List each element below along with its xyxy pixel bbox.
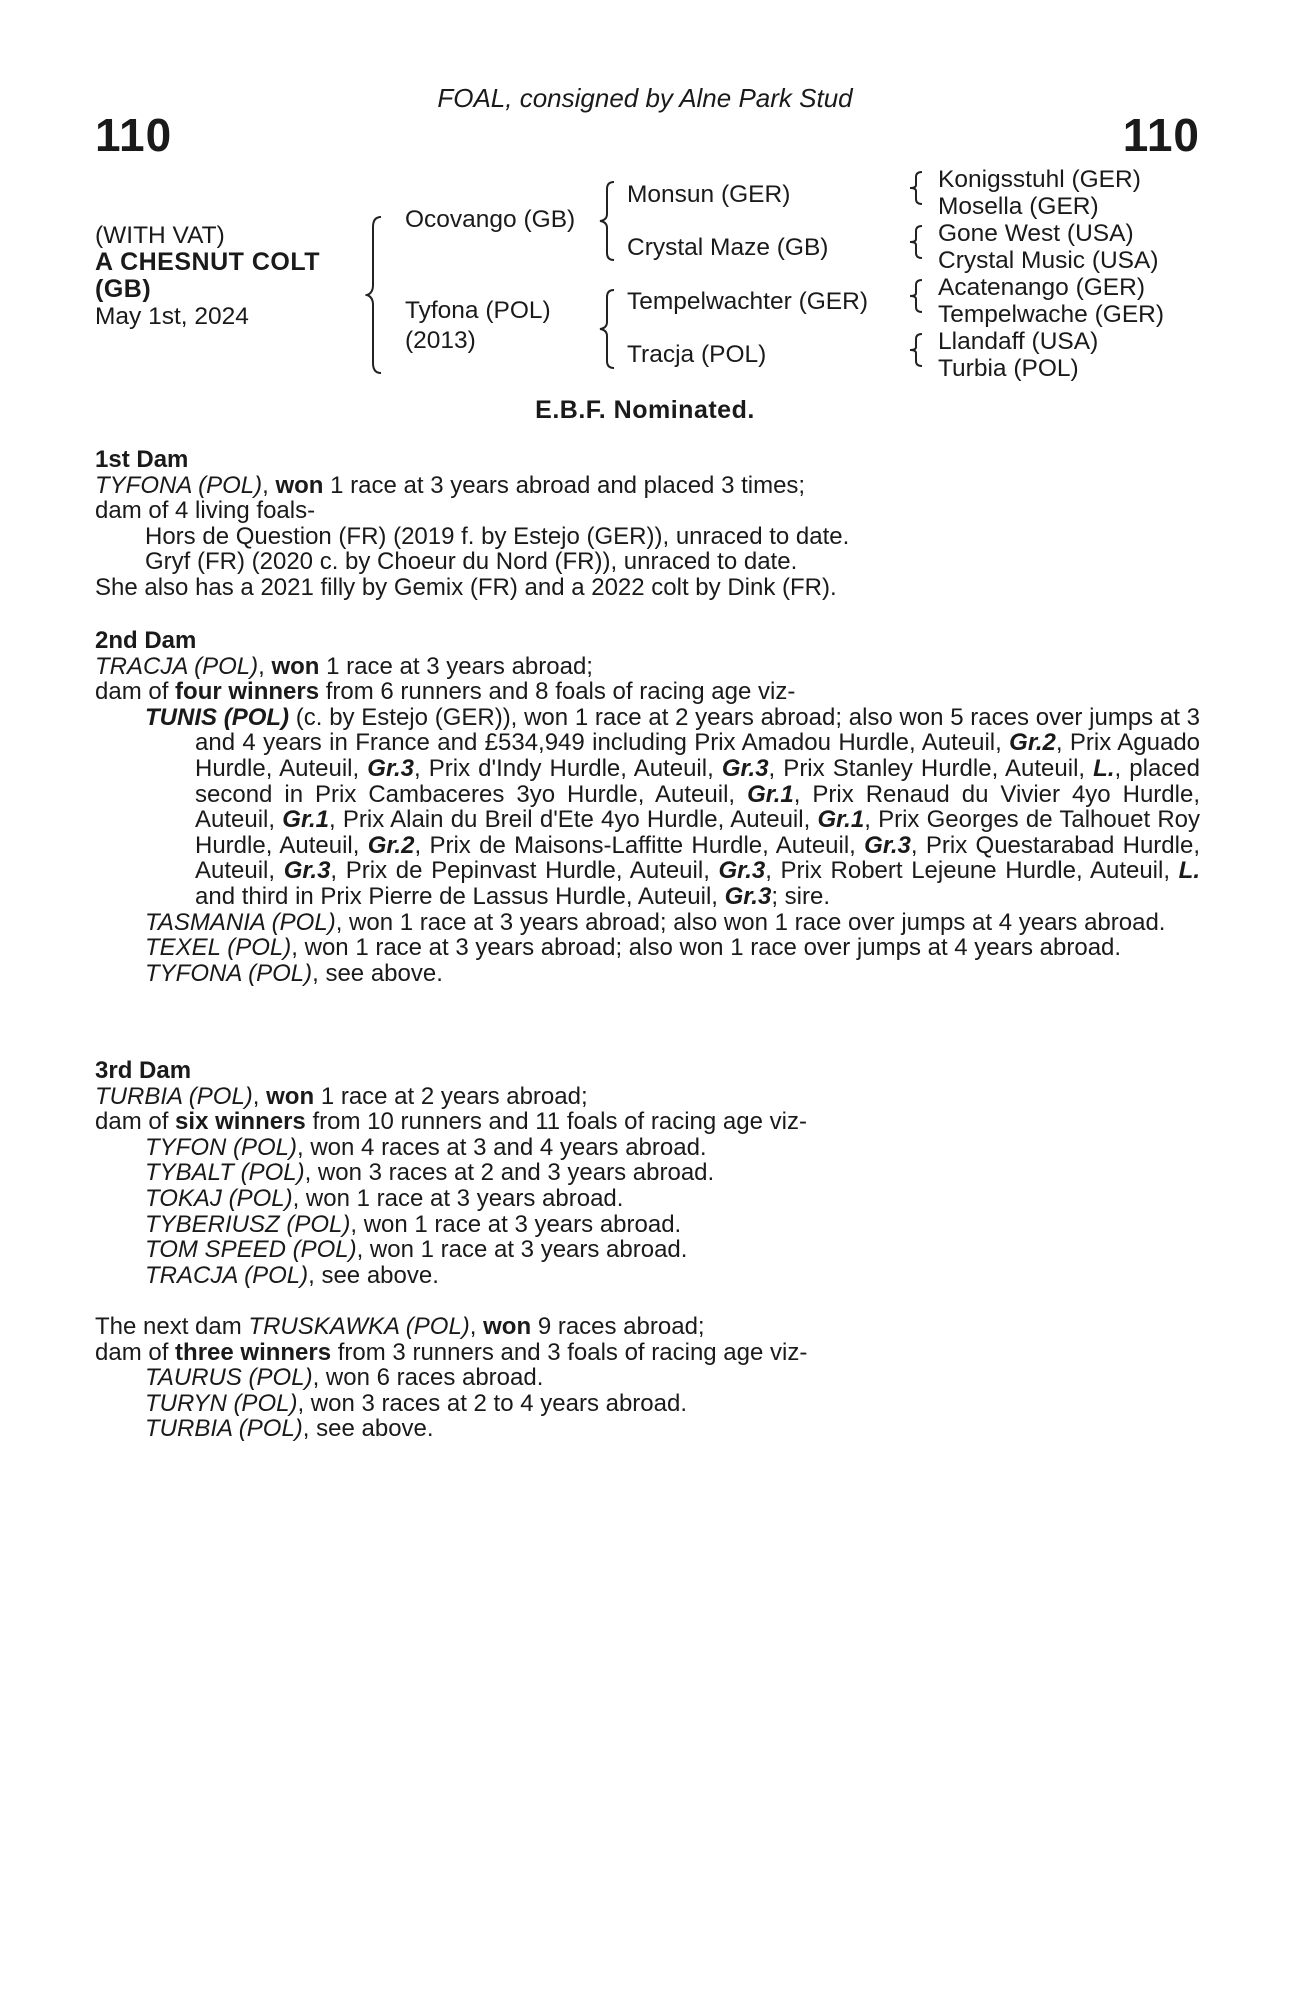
tunis-text: and third in Prix Pierre de Lassus Hurdle, Auteuil,: [195, 882, 718, 910]
progeny-entry: [95, 1416, 1200, 1442]
progeny-record: , won 4 races at 3 and 4 years abroad.: [297, 1133, 707, 1161]
progeny-entry: [95, 935, 1200, 961]
grade-badge: Gr.3: [283, 857, 331, 885]
first-dam-foal-2: Gryf (FR) (2020 c. by Choeur du Nord (FR)), unraced to date.: [145, 548, 798, 576]
tunis-text: , Prix Robert Lejeune Hurdle, Auteuil,: [765, 857, 1171, 885]
gen3-4: Crystal Music (USA): [938, 247, 1159, 274]
second-dam-foals-summary: from 6 runners and 8 foals of racing age viz-: [325, 678, 796, 706]
gen3-6: Tempelwache (GER): [938, 301, 1165, 328]
gen2-4: Tracja (POL): [627, 341, 767, 368]
tunis-text: , Prix d'Indy Hurdle, Auteuil,: [413, 754, 714, 782]
lot-number-right: 110: [1122, 109, 1200, 161]
second-dam-name: TRACJA (POL): [95, 652, 259, 680]
progeny-name: TASMANIA (POL): [145, 908, 336, 936]
next-dam-foals-summary: from 3 runners and 3 foals of racing age viz-: [337, 1338, 808, 1366]
tunis-text: , Prix Stanley Hurdle, Auteuil,: [768, 754, 1086, 782]
first-dam-note: She also has a 2021 filly by Gemix (FR) and a 2022 colt by Dink (FR).: [95, 573, 837, 601]
progeny-record: , see above.: [302, 1415, 434, 1443]
second-dam-won: won: [271, 652, 320, 680]
vat-label: (WITH VAT): [95, 222, 225, 249]
grade-badge: Gr.1: [747, 780, 794, 808]
gen2-1: Monsun (GER): [627, 181, 791, 208]
grade-badge: Gr.3: [864, 831, 911, 859]
tunis-text: ; sire.: [771, 882, 830, 910]
progeny-name: TOM SPEED (POL): [145, 1236, 357, 1264]
first-dam-name: TYFONA (POL): [95, 471, 263, 499]
tunis-text: , Prix Georges de Talhouet Roy Hurdle, Auteuil,: [195, 806, 1201, 859]
tunis-name: TUNIS (POL): [145, 703, 290, 731]
dam-name: Tyfona (POL): [405, 297, 551, 324]
lot-number-left: 110: [95, 109, 173, 161]
grade-badge: Gr.3: [724, 882, 772, 910]
horse-dob: May 1st, 2024: [95, 303, 249, 330]
first-dam-foal-1: Hors de Question (FR) (2019 f. by Estejo (GER)), unraced to date.: [145, 522, 850, 550]
second-dam-winners-count: four winners: [175, 678, 320, 706]
gen3-column: [938, 166, 1164, 382]
progeny-record: , won 3 races at 2 to 4 years abroad.: [297, 1389, 688, 1417]
next-dam-section: The next dam TRUSKAWKA (POL), won 9 races abroad; dam of three winners from 3 runners and 3 foals of racing age viz- TAURUS (POL), won 6 races abroad. TURYN (POL), won 3 races at 2 to 4 years abroad. TURBIA (POL), see above.: [95, 1314, 1200, 1442]
tunis-text: , Prix Questarabad Hurdle, Auteuil,: [195, 831, 1200, 885]
gen3-bracket-3: [908, 278, 926, 314]
gen3-bracket-4: [908, 332, 926, 368]
progeny-entry: [95, 1160, 1200, 1186]
gen2-3: Tempelwachter (GER): [627, 288, 868, 315]
consignment-line: FOAL, consigned by Alne Park Stud: [437, 83, 853, 113]
first-dam-heading: 1st Dam: [95, 446, 189, 473]
tunis-text: , Prix de Maisons-Laffitte Hurdle, Auteuil,: [414, 831, 856, 859]
ebf-nominated: E.B.F. Nominated.: [535, 396, 755, 424]
progeny-name: TYBALT (POL): [145, 1159, 305, 1187]
third-dam-dam-of: dam of: [95, 1108, 169, 1136]
progeny-record: , won 6 races abroad.: [312, 1364, 544, 1392]
gen3-1: Konigsstuhl (GER): [938, 166, 1141, 193]
progeny-name: TYFONA (POL): [145, 959, 313, 987]
progeny-name: TURBIA (POL): [145, 1415, 303, 1443]
second-dam-heading: 2nd Dam: [95, 627, 197, 654]
next-dam-won: won: [483, 1313, 532, 1340]
progeny-name: TURYN (POL): [145, 1389, 298, 1417]
sire-dam-bracket: [365, 215, 385, 375]
progeny-record: , won 3 races at 2 and 3 years abroad.: [304, 1159, 715, 1187]
third-dam-section: 3rd Dam TURBIA (POL), won 1 race at 2 years abroad; dam of six winners from 10 runners and 11 foals of racing age viz- TYFON (POL), won 4 races at 3 and 4 years abroad. TYBALT (POL), won 3 races at 2 and 3 years abroad. TOKAJ (POL), won 1 race at 3 years abroad. TYBERIUSZ (POL), won 1 race at 3 years abroad. TOM SPEED (POL), won 1 race at 3 years abroad. TRACJA (POL), see above.: [95, 1058, 1200, 1288]
next-dam-intro: The next dam: [95, 1313, 242, 1340]
progeny-entry: [95, 1391, 1200, 1417]
progeny-record: , won 1 race at 3 years abroad.: [350, 1210, 682, 1238]
progeny-record: , won 1 race at 3 years abroad; also won 1 race over jumps at 4 years abroad.: [335, 908, 1166, 936]
progeny-entry: [95, 961, 1200, 987]
gen3-bracket-1: [908, 170, 926, 206]
next-dam-winners-count: three winners: [175, 1338, 332, 1366]
third-dam-foals-summary: from 10 runners and 11 foals of racing age viz-: [312, 1108, 807, 1136]
progeny-name: TEXEL (POL): [145, 934, 292, 962]
second-dam-dam-of: dam of: [95, 678, 169, 706]
gen3-5: Acatenango (GER): [938, 274, 1145, 301]
gen3-3: Gone West (USA): [938, 220, 1134, 247]
grade-badge: Gr.3: [721, 754, 769, 782]
tunis-text: , Prix Alain du Breil d'Ete 4yo Hurdle, Auteuil,: [329, 806, 811, 834]
first-dam-dam-of: dam of 4 living foals-: [95, 497, 316, 525]
tunis-text: , Prix Renaud du Vivier 4yo Hurdle, Auteuil,: [195, 780, 1200, 834]
grade-badge: Gr.1: [817, 806, 865, 834]
dam-parents-bracket: [598, 288, 618, 370]
progeny-entry: [95, 1237, 1200, 1263]
progeny-name: TAURUS (POL): [145, 1364, 313, 1392]
grade-badge: Gr.2: [367, 831, 415, 859]
gen2-2: Crystal Maze (GB): [627, 234, 829, 261]
third-dam-winners-count: six winners: [175, 1108, 306, 1136]
tunis-text: , placed second in Prix Cambaceres 3yo Hurdle, Auteuil,: [195, 754, 1200, 808]
progeny-entry: [95, 1186, 1200, 1212]
first-dam-section: 1st Dam TYFONA (POL), won 1 race at 3 years abroad and placed 3 times; dam of 4 living foals- Hors de Question (FR) (2019 f. by Estejo (GER)), unraced to date. Gryf (FR) (2020 c. by Choeur du Nord (FR)), unraced to date. She also has a 2021 filly by Gemix (FR) and a 2022 colt by Dink (FR).: [95, 447, 1200, 601]
progeny-name: TYFON (POL): [145, 1133, 298, 1161]
progeny-entry: [95, 1135, 1200, 1161]
horse-identity: [95, 222, 320, 330]
sire-name: Ocovango (GB): [405, 206, 576, 233]
progeny-record: , won 1 race at 3 years abroad.: [356, 1236, 688, 1264]
third-dam-record: 1 race at 2 years abroad;: [320, 1082, 588, 1110]
grade-badge: Gr.1: [282, 806, 329, 834]
next-dam-name: TRUSKAWKA (POL): [248, 1313, 470, 1340]
progeny-record: , won 1 race at 3 years abroad; also won 1 race over jumps at 4 years abroad.: [291, 934, 1122, 962]
first-dam-record: 1 race at 3 years abroad and placed 3 times;: [330, 471, 806, 499]
tunis-text: , Prix de Pepinvast Hurdle, Auteuil,: [330, 857, 710, 885]
dam-year: (2013): [405, 327, 476, 354]
tunis-entry: [95, 705, 1200, 910]
gen3-7: Llandaff (USA): [938, 328, 1099, 355]
progeny-entry: [95, 910, 1200, 936]
progeny-record: , won 1 race at 3 years abroad.: [292, 1184, 624, 1212]
next-dam-dam-of: dam of: [95, 1338, 169, 1366]
grade-badge: L.: [1178, 857, 1200, 885]
progeny-record: , see above.: [312, 959, 443, 987]
progeny-record: , see above.: [308, 1261, 439, 1289]
tunis-text: (c. by Estejo (GER)), won 1 race at 2 years abroad; also won 5 races over jumps at 3 and 4 years in France and £534,949 including Prix Amadou Hurdle, Auteuil,: [195, 703, 1200, 757]
gen3-bracket-2: [908, 224, 926, 260]
second-dam-section: 2nd Dam TRACJA (POL), won 1 race at 3 years abroad; dam of four winners from 6 runners and 8 foals of racing age viz- TUNIS (POL) (c. by Estejo (GER)), won 1 race at 2 years abroad; also won 5 races over jumps at 3 and 4 years in France and £534,949 including Prix Amadou Hurdle, Auteuil, Gr.2, Prix Aguado Hurdle, Auteuil, Gr.3, Prix d'Indy Hurdle, Auteuil, Gr.3, Prix Stanley Hurdle, Auteuil, L., placed second in Prix Cambaceres 3yo Hurdle, Auteuil, Gr.1, Prix Renaud du Vivier 4yo Hurdle, Auteuil, Gr.1, Prix Alain du Breil d'Ete 4yo Hurdle, Auteuil, Gr.1, Prix Georges de Talhouet Roy Hurdle, Auteuil, Gr.2, Prix de Maisons-Laffitte Hurdle, Auteuil, Gr.3, Prix Questarabad Hurdle, Auteuil, Gr.3, Prix de Pepinvast Hurdle, Auteuil, Gr.3, Prix Robert Lejeune Hurdle, Auteuil, L. and third in Prix Pierre de Lassus Hurdle, Auteuil, Gr.3; sire. TASMANIA (POL), won 1 race at 3 years abroad; also won 1 race over jumps at 4 years abroad. TEXEL (POL), won 1 race at 3 years abroad; also won 1 race over jumps at 4 years abroad. TYFONA (POL), see above.: [95, 627, 1201, 987]
horse-country: (GB): [95, 275, 152, 303]
progeny-name: TRACJA (POL): [145, 1261, 309, 1289]
progeny-entry: [95, 1365, 1200, 1391]
progeny-entry: [95, 1212, 1200, 1238]
sire-parents-bracket: [598, 180, 618, 262]
third-dam-won: won: [266, 1082, 315, 1110]
next-dam-record: 9 races abroad;: [537, 1313, 705, 1340]
tunis-text: , Prix Aguado Hurdle, Auteuil,: [195, 729, 1201, 782]
grade-badge: Gr.3: [367, 754, 414, 782]
third-dam-name: TURBIA (POL): [95, 1082, 253, 1110]
progeny-name: TYBERIUSZ (POL): [145, 1210, 351, 1238]
progeny-entry: [95, 1263, 1200, 1289]
second-dam-record: 1 race at 3 years abroad;: [326, 652, 593, 680]
grade-badge: Gr.3: [718, 857, 766, 885]
gen3-8: Turbia (POL): [938, 355, 1079, 382]
progeny-name: TOKAJ (POL): [145, 1184, 293, 1212]
grade-badge: L.: [1093, 754, 1115, 782]
horse-name: A CHESNUT COLT: [95, 248, 321, 276]
third-dam-heading: 3rd Dam: [95, 1057, 192, 1084]
grade-badge: Gr.2: [1009, 729, 1056, 757]
first-dam-won: won: [275, 471, 324, 499]
gen3-2: Mosella (GER): [938, 193, 1099, 220]
